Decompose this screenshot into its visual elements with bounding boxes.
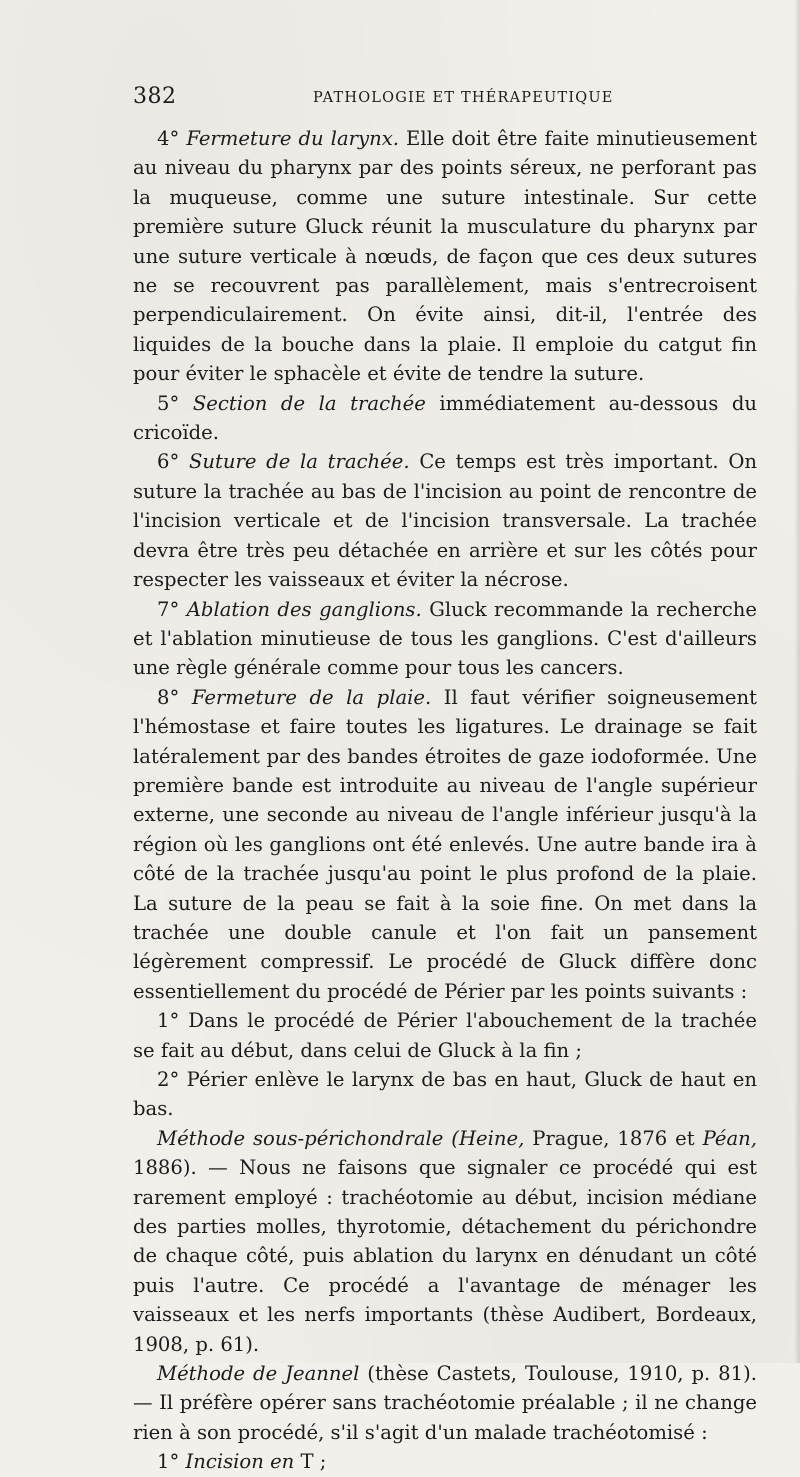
paragraph-section-trachee: [133, 389, 757, 448]
body-text: [133, 124, 757, 1477]
paragraph-body: Prague, 1876 et: [524, 1126, 703, 1150]
paragraph-heading: Section de la trachée: [192, 391, 426, 415]
paragraph-heading: Incision en: [185, 1450, 295, 1474]
paragraph-number: 7°: [157, 597, 187, 621]
running-head: [133, 84, 757, 114]
paragraph-heading: Fermeture du larynx.: [186, 127, 399, 150]
page-number: 382: [133, 84, 177, 109]
paragraph-number: 1°: [157, 1450, 186, 1474]
paragraph-difference-2: [133, 1065, 757, 1124]
paragraph-fermeture-plaie: [133, 683, 757, 1006]
paragraph-methode-jeannel: [133, 1359, 757, 1447]
paragraph-body: immédiatement au-dessous du cricoïde.: [133, 391, 757, 445]
paragraph-heading: Suture de la trachée.: [188, 450, 410, 474]
paragraph-body: Elle doit être faite minutieusement au niveau du pharynx par des points séreux, ne perforant pas la muqueuse, comme une suture intestinale. Sur cette première suture Gluck réunit la musculature du pharynx par une suture verticale à nœuds, de façon que ces deux sutures ne se recouvrent pas parallèlement, mais s'entrecroisent perpendiculairement. On évite ainsi, dit-il, l'entrée des liquides de la bouche dans la plaie. Il emploie du catgut fin pour éviter le sphacèle et évite de tendre la suture.: [133, 127, 757, 386]
paragraph-body: Gluck recommande la recherche et l'ablation minutieuse de tous les ganglions. C'est d'ailleurs une règle générale comme pour tous les cancers.: [133, 597, 757, 680]
page-edge-shadow: [794, 0, 800, 1363]
paragraph-methode-sous-perichondrale: [133, 1124, 757, 1359]
paragraph-number: 1°: [157, 1009, 189, 1033]
paragraph-difference-1: [133, 1006, 757, 1065]
paragraph-heading: Méthode de Jeannel: [157, 1362, 360, 1386]
paragraph-body-continued: 1886). — Nous ne faisons que signaler ce procédé qui est rarement employé : trachéotomie au début, incision médiane des parties molles, thyrotomie, détachement du périchondre de chaque côté, puis ablation du larynx en dénudant un côté puis l'autre. Ce procédé a l'avantage de ménager les vaisseaux et les nerfs importants (thèse Audibert, Bordeaux, 1908, p. 61).: [133, 1156, 757, 1356]
paragraph-body: Dans le procédé de Périer l'abouchement de la trachée se fait au début, dans celui de Gluck à la fin ;: [133, 1009, 757, 1062]
paragraph-number: 6°: [157, 450, 189, 474]
paragraph-body: Ce temps est très important. On suture la trachée au bas de l'incision au point de rencontre de l'incision verticale et de l'incision transversale. La trachée devra être très peu détachée en arrière et sur les côtés pour respecter les vaisseaux et éviter la nécrose.: [133, 450, 757, 592]
running-title: PATHOLOGIE ET THÉRAPEUTIQUE: [313, 90, 614, 106]
paragraph-suture-trachee: [133, 447, 757, 594]
paragraph-body: Il faut vérifier soigneusement l'hémostase et faire toutes les ligatures. Le drainage se fait latéralement par des bandes étroites de gaze iodoformée. Une première bande est introduite au niveau de l'angle supérieur externe, une seconde au niveau de l'angle inférieur jusqu'à la région où les ganglions ont été enlevés. Une autre bande ira à côté de la trachée jusqu'au point le plus profond de la plaie. La suture de la peau se fait à la soie fine. On met dans la trachée une double canule et l'on fait un pansement légèrement compressif. Le procédé de Gluck diffère donc essentiellement du procédé de Périer par les points suivants :: [133, 685, 757, 1003]
paragraph-number: 4°: [157, 127, 187, 150]
paragraph-fermeture-larynx: [133, 124, 757, 389]
paragraph-ablation-ganglions: [133, 595, 757, 683]
paragraph-body: (thèse Castets, Toulouse, 1910, p. 81). — Il préfère opérer sans trachéotomie préalable ; il ne change rien à son procédé, s'il s'agit d'un malade trachéotomisé :: [133, 1362, 757, 1444]
paragraph-number: 5°: [157, 391, 193, 415]
paragraph-heading: Fermeture de la plaie.: [191, 685, 432, 709]
paragraph-incision: [133, 1447, 757, 1476]
paragraph-body: T ;: [294, 1450, 327, 1474]
paragraph-heading: Méthode sous-périchondrale (Heine,: [157, 1126, 525, 1150]
paragraph-body: Périer enlève le larynx de bas en haut, Gluck de haut en bas.: [133, 1068, 757, 1121]
paragraph-heading: Ablation des ganglions.: [186, 597, 422, 621]
paragraph-number: 2°: [157, 1068, 187, 1091]
paragraph-heading-author: Péan,: [702, 1126, 757, 1150]
paragraph-number: 8°: [157, 685, 192, 709]
